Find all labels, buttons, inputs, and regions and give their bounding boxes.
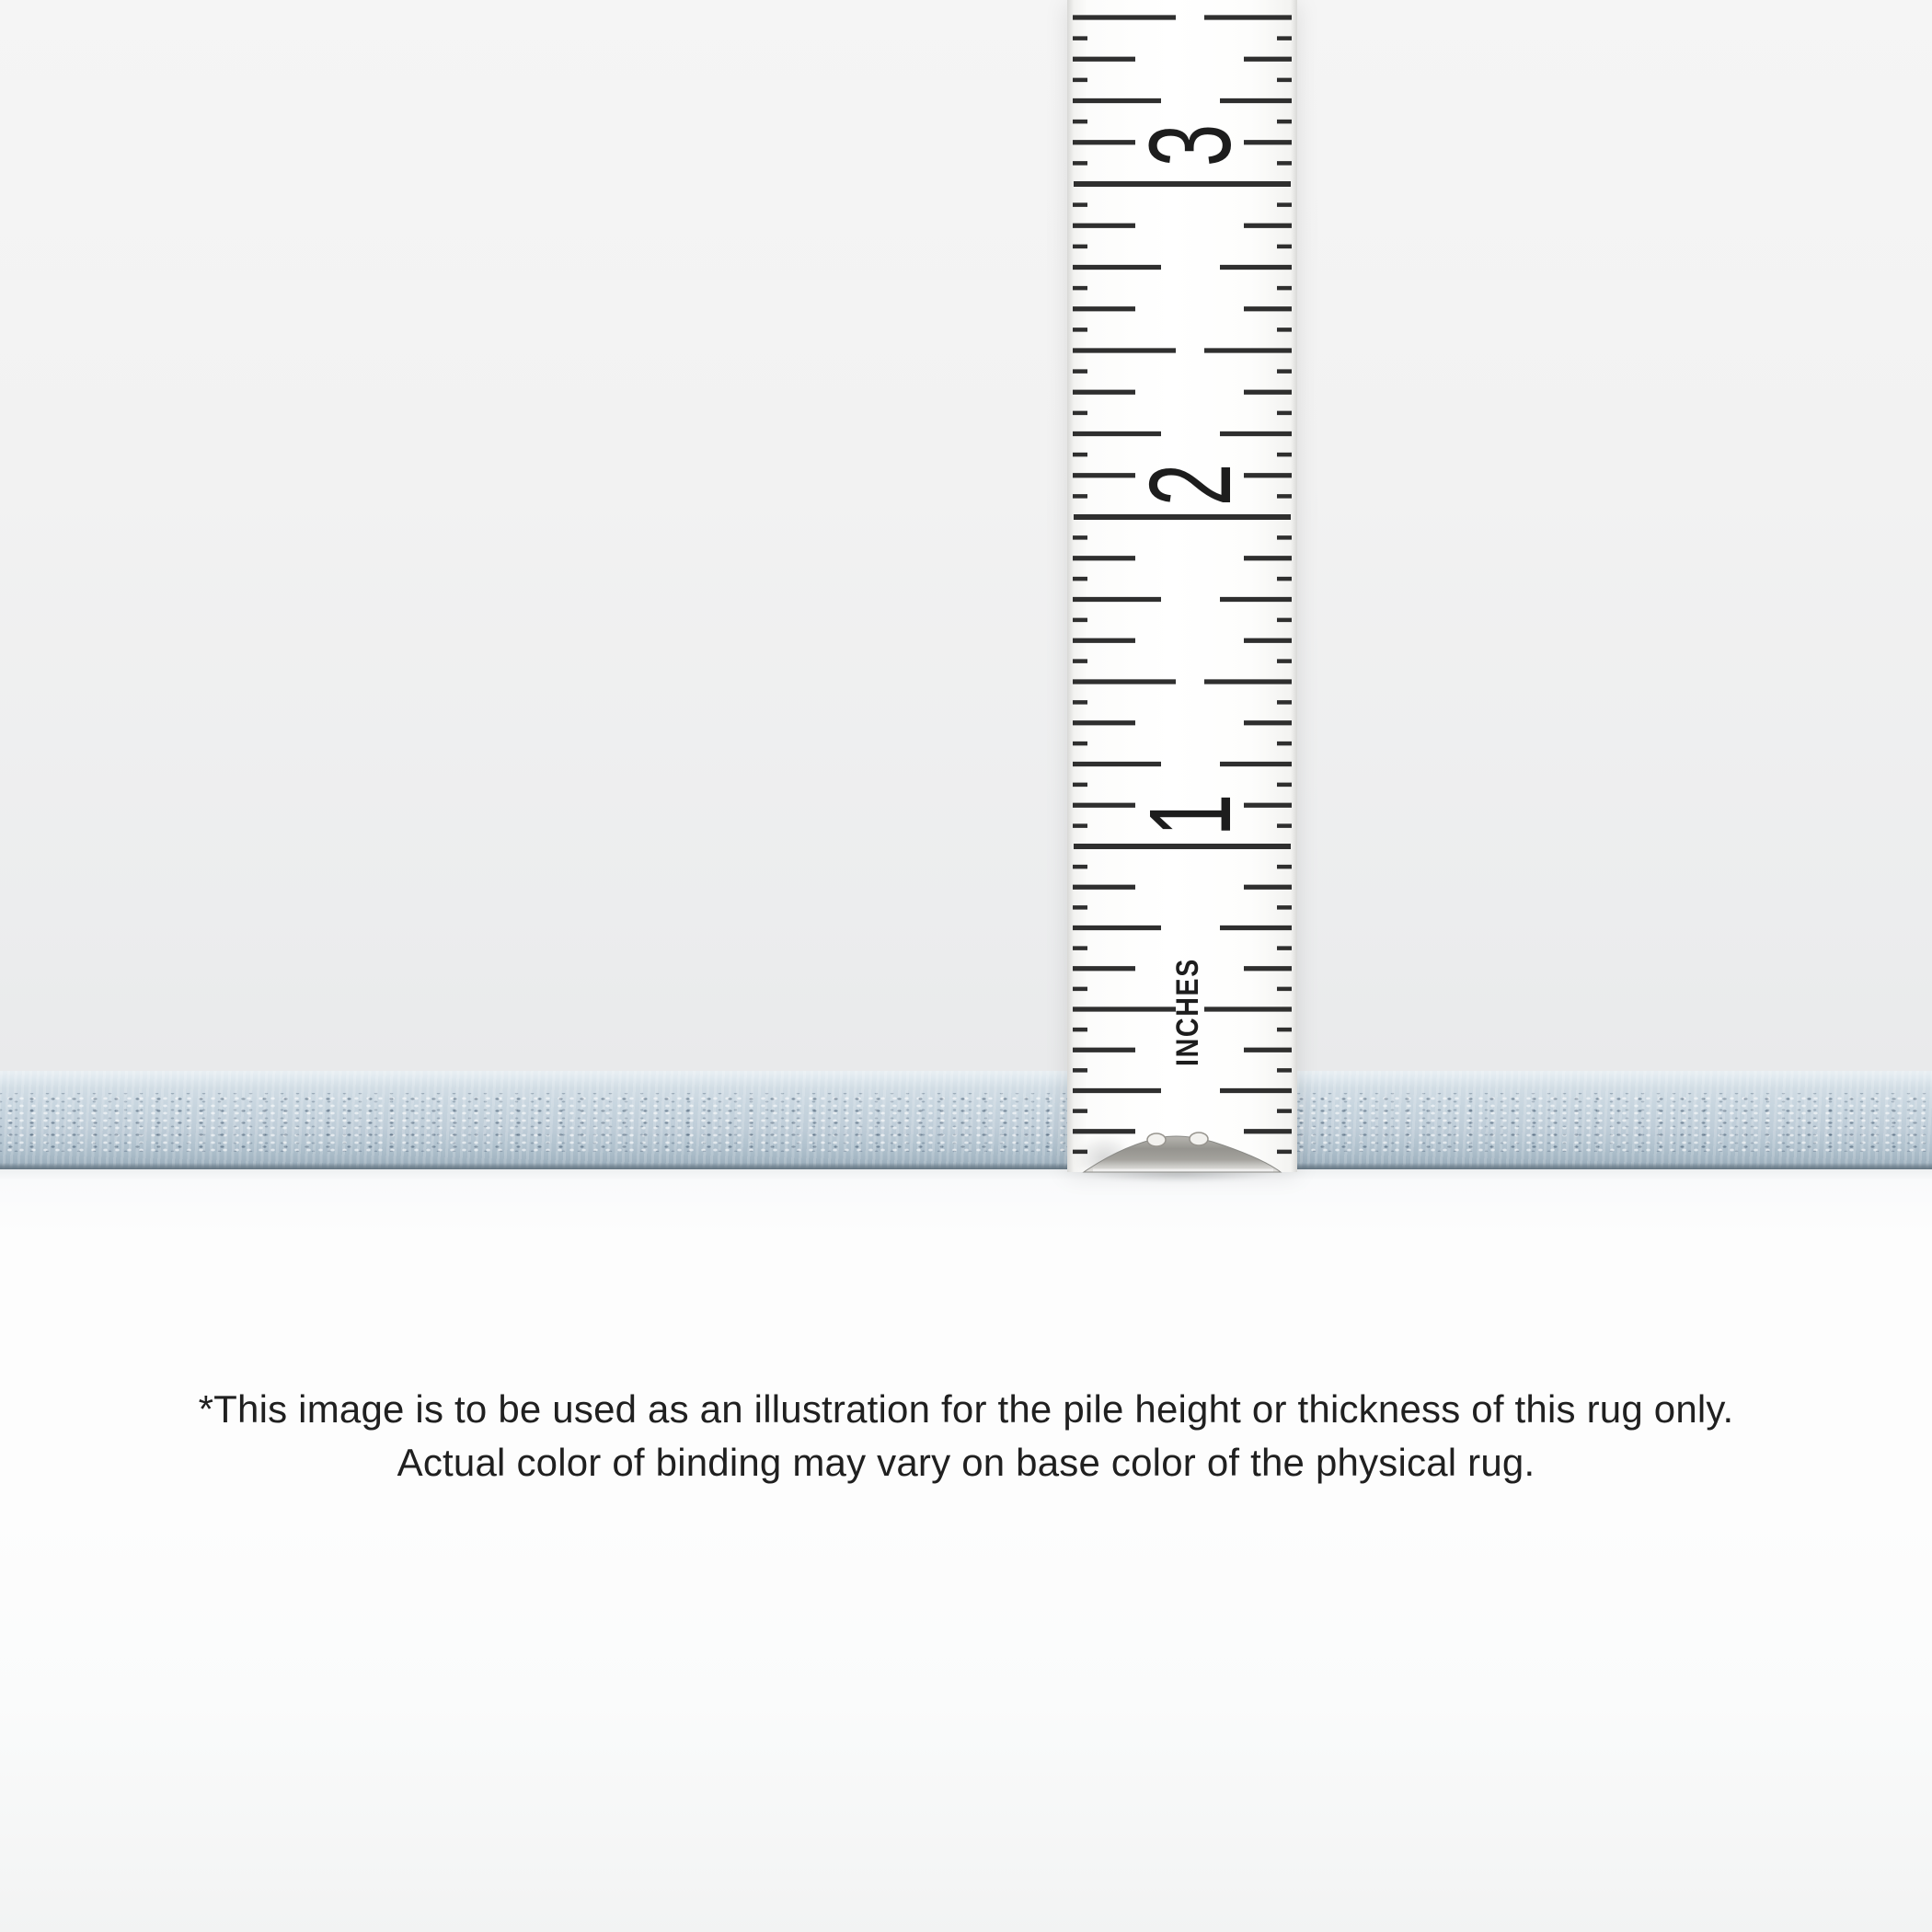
inch-label-2: 2 [1125, 463, 1255, 507]
clip-body [1084, 1136, 1281, 1172]
rug-side-profile [0, 1071, 1932, 1169]
rivet-dot [1147, 1133, 1166, 1146]
rug-fiber-texture [0, 1071, 1932, 1169]
metal-end-clip [1067, 1128, 1297, 1174]
caption-line-2: Actual color of binding may vary on base color of the physical rug. [397, 1441, 1535, 1484]
floor-surface [0, 1169, 1932, 1932]
disclaimer-caption [0, 1383, 1932, 1489]
inch-label-1: 1 [1125, 793, 1255, 837]
rug-bottom-edge [0, 1163, 1932, 1169]
caption-line-1: *This image is to be used as an illustration for the pile height or thickness of this rug only. [198, 1387, 1734, 1431]
inch-label-3: 3 [1125, 123, 1255, 167]
measuring-tape [1067, 0, 1297, 1172]
inches-unit-label: INCHES [1170, 958, 1205, 1066]
rivet-dot [1190, 1133, 1208, 1145]
